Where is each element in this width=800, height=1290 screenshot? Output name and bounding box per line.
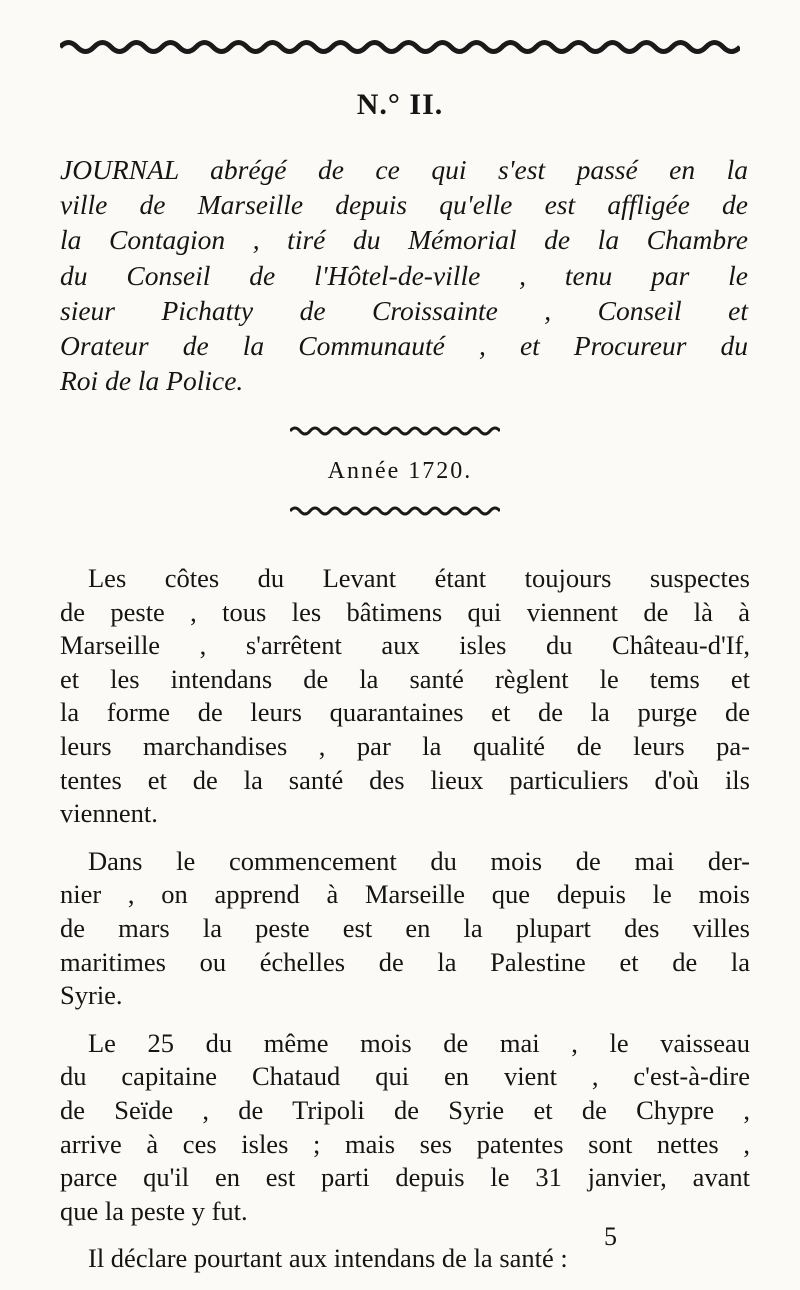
text-line: de Seïde , de Tripoli de Syrie et de Chypre ,	[60, 1094, 750, 1125]
body-text	[60, 562, 750, 1290]
text-line: Marseille , s'arrêtent aux isles du Château-d'If,	[60, 630, 750, 661]
text-line: viennent.	[60, 798, 158, 829]
text-line: de peste , tous les bâtimens qui viennent de là à	[60, 596, 750, 627]
text-line: la forme de leurs quarantaines et de la purge de	[60, 697, 750, 728]
page-number: 5	[604, 1222, 617, 1251]
title-line: JOURNAL abrégé de ce qui s'est passé en la	[60, 154, 748, 185]
text-line: que la peste y fut.	[60, 1195, 248, 1226]
text-line: parce qu'il en est parti depuis le 31 janvier, avant	[60, 1162, 750, 1193]
text-line: et les intendans de la santé règlent le tems et	[60, 663, 750, 694]
paragraph	[60, 845, 750, 1013]
title-line: la Contagion , tiré du Mémorial de la Chambre	[60, 224, 748, 256]
paragraph	[60, 562, 750, 831]
title-line: ville de Marseille depuis qu'elle est affligée de	[60, 189, 748, 221]
text-line: Il déclare pourtant aux intendans de la santé :	[88, 1243, 568, 1274]
text-line: de mars la peste est en la plupart des villes	[60, 912, 750, 943]
title-line: Roi de la Police.	[60, 365, 244, 397]
ornament-divider-upper	[290, 425, 500, 437]
text-line: nier , on apprend à Marseille que depuis le mois	[60, 879, 750, 910]
text-line: du capitaine Chataud qui en vient , c'est-à-dire	[60, 1061, 750, 1092]
paragraph	[60, 1027, 750, 1229]
text-line: maritimes ou échelles de la Palestine et de la	[60, 946, 750, 977]
document-number-heading: N.° II.	[356, 88, 444, 121]
text-line: leurs marchandises , par la qualité de leurs pa-	[60, 730, 750, 761]
title-line: Orateur de la Communauté , et Procureur du	[60, 330, 748, 362]
title-line: sieur Pichatty de Croissainte , Conseil et	[60, 294, 748, 326]
text-line: Le 25 du même mois de mai , le vaisseau	[88, 1027, 750, 1058]
text-line: tentes et de la santé des lieux particuliers d'où ils	[60, 764, 750, 795]
year-heading: Année 1720.	[327, 458, 473, 484]
text-line: arrive à ces isles ; mais ses patentes sont nettes ,	[60, 1128, 750, 1159]
ornament-divider-lower	[290, 505, 500, 517]
top-ornamental-rule	[60, 38, 740, 56]
paragraph	[60, 1242, 750, 1276]
title-line: du Conseil de l'Hôtel-de-ville , tenu par le	[60, 259, 748, 291]
text-line: Syrie.	[60, 980, 123, 1011]
text-line: Les côtes du Levant étant toujours suspectes	[88, 563, 750, 593]
text-line: Dans le commencement du mois de mai der-	[88, 845, 750, 876]
journal-title-block	[60, 152, 748, 398]
